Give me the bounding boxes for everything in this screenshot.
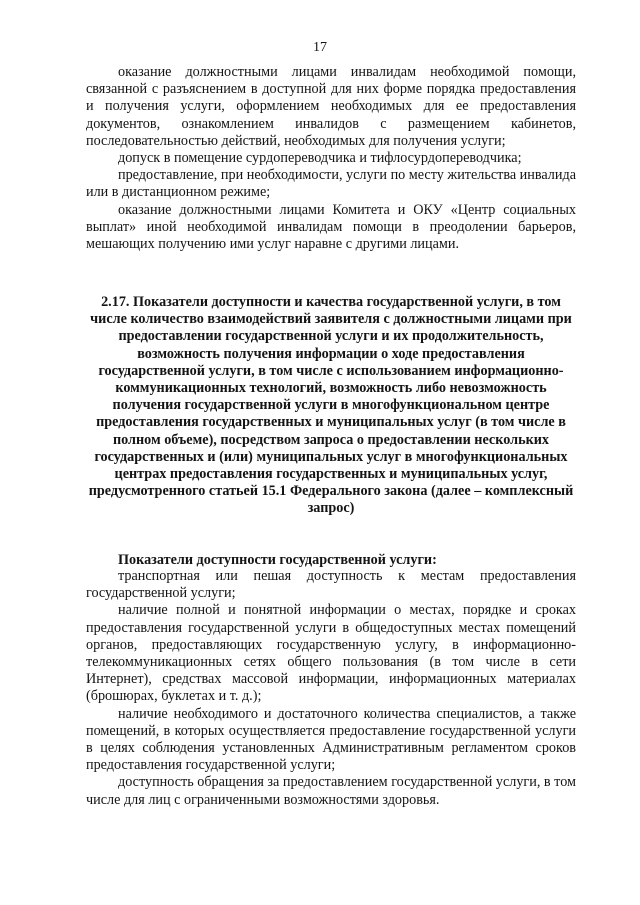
paragraph: допуск в помещение сурдопереводчика и тифлосурдопереводчика; <box>118 150 522 167</box>
paragraph: оказание должностными лицами инвалидам необходимой помощи, связанной с разъяснением в доступной для них форме порядка предоставления и получения услуги, оформлением необходимых для ее предоставления документов, ознакомлением инвалидов с размещением кабинетов, последовательностью действий, необходимых для получения услуги; <box>86 64 576 149</box>
top-text-block <box>86 64 576 253</box>
paragraph: оказание должностными лицами Комитета и ОКУ «Центр социальных выплат» иной необходимой инвалидам помощи в преодолении барьеров, мешающих получению ими услуг наравне с другими лицами. <box>86 201 576 253</box>
page-number: 17 <box>313 40 327 55</box>
paragraph: транспортная или пешая доступность к местам предоставления государственной услуги; <box>86 568 576 602</box>
section-heading: 2.17. Показатели доступности и качества государственной услуги, в том числе количество взаимодействий заявителя с должностными лицами при предоставлении государственной услуги и их продолжительность, возможность получения информации о ходе предоставления государственной услуги, в том числе с использованием информационно-коммуникационных технологий, возможность либо невозможность получения государственной услуги в многофункциональном центре предоставления государственных и муниципальных услуг (в том числе в полном объеме), посредством запроса о предоставлении нескольких государственных и (или) муниципальных услуг в многофункциональных центрах предоставления государственных и муниципальных услуг, предусмотренного статьей 15.1 Федерального закона (далее – комплексный запрос) <box>88 294 574 517</box>
bottom-text-block <box>86 568 576 809</box>
paragraph: наличие необходимого и достаточного количества специалистов, а также помещений, в которых осуществляется предоставление государственной услуги в целях соблюдения установленных Административным регламентом сроков предоставления государственной услуги; <box>86 705 576 774</box>
paragraph: наличие полной и понятной информации о местах, порядке и сроках предоставления государственной услуги в общедоступных местах помещений органов, предоставляющих государственную услугу, в информационно-телекоммуникационных сетях общего пользования (в том числе в сети Интернет), средствах массовой информации, информационных материалах (брошюрах, буклетах и т. д.); <box>86 602 576 705</box>
paragraph: доступность обращения за предоставлением государственной услуги, в том числе для лиц с ограниченными возможностями здоровья. <box>86 774 576 808</box>
subheading: Показатели доступности государственной услуги: <box>118 552 437 568</box>
paragraph: предоставление, при необходимости, услуги по месту жительства инвалида или в дистанционном режиме; <box>86 167 576 201</box>
